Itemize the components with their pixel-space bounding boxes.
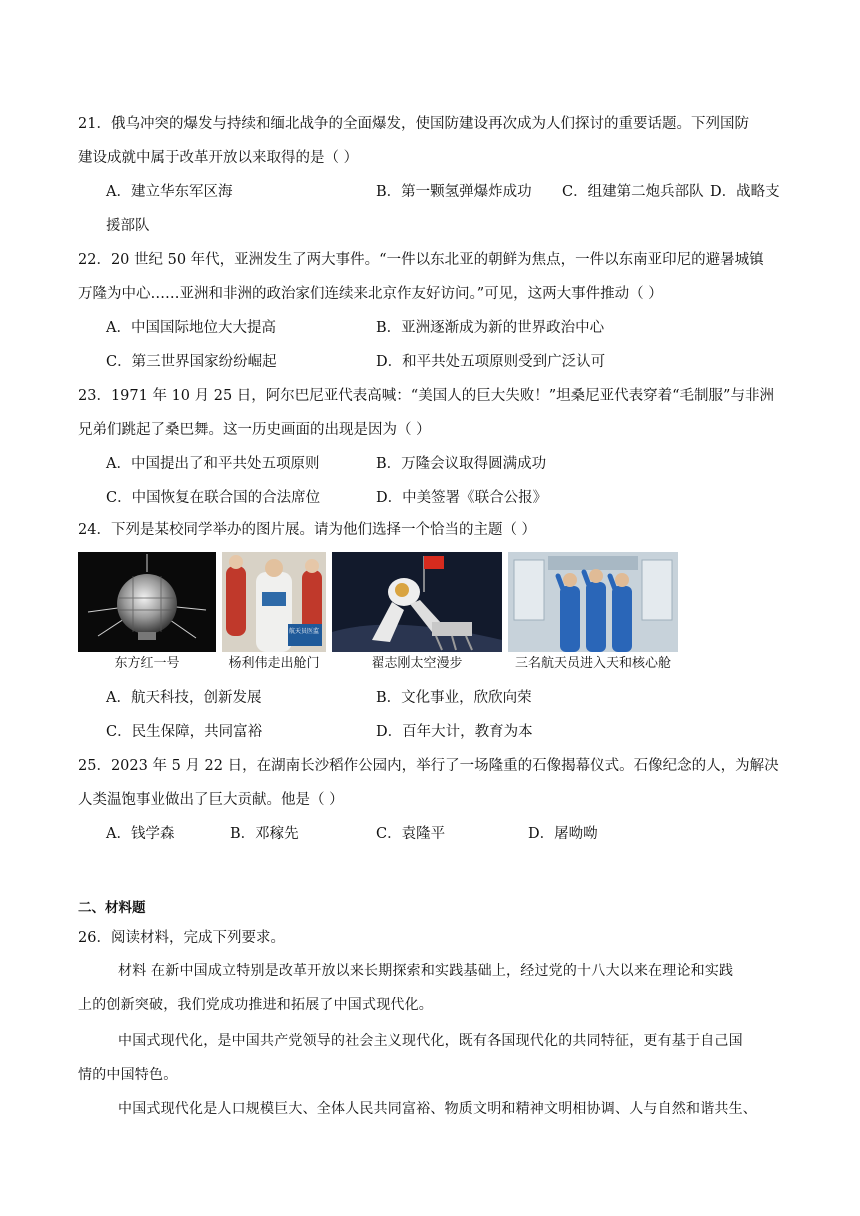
q22-option-d: D．和平共处五项原则受到广泛认可 <box>376 354 606 370</box>
q22-stem-line2: 万隆为中心……亚洲和非洲的政治家们连续来北京作友好访问。”可见，这两大事件推动（ ） <box>78 286 663 302</box>
q22-option-c: C．第三世界国家纷纷崛起 <box>106 354 277 370</box>
q25-stem-line2: 人类温饱事业做出了巨大贡献。他是（ ） <box>78 792 344 808</box>
q24-option-c: C．民生保障，共同富裕 <box>106 724 263 740</box>
q23-stem-line1: 23．1971 年 10 月 25 日，阿尔巴尼亚代表高喊：“美国人的巨大失败！”坦桑尼亚代表穿着“毛制服”与非洲 <box>78 388 774 404</box>
q22-stem-line1: 22．20 世纪 50 年代，亚洲发生了两大事件。“一件以东北亚的朝鲜为焦点，一件以东南亚印尼的避暑城镇 <box>78 252 764 268</box>
q24-option-d: D．百年大计，教育为本 <box>376 724 533 740</box>
q21-option-d-continued: 援部队 <box>106 218 150 234</box>
material-p2-line1: 中国式现代化，是中国共产党领导的社会主义现代化，既有各国现代化的共同特征，更有基于自己国 <box>118 1033 743 1049</box>
q23-option-d: D．中美签署《联合公报》 <box>376 490 548 506</box>
q25-option-c: C．袁隆平 <box>376 826 446 842</box>
q23-stem-line2: 兄弟们跳起了桑巴舞。这一历史画面的出现是因为（ ） <box>78 422 431 438</box>
q21-option-d: D．战略支 <box>710 184 780 200</box>
q22-option-b: B．亚洲逐渐成为新的世界政治中心 <box>376 320 605 336</box>
photo-caption-2: 杨利伟走出舱门 <box>228 656 320 671</box>
material-p1-line1: 材料 在新中国成立特别是改革开放以来长期探索和实践基础上，经过党的十八大以来在理论和实践 <box>118 963 734 979</box>
q21-option-c: C．组建第二炮兵部队 <box>562 184 704 200</box>
q24-option-b: B．文化事业，欣欣向荣 <box>376 690 532 706</box>
q24-option-a: A．航天科技，创新发展 <box>106 690 262 706</box>
q21-stem-line2: 建设成就中属于改革开放以来取得的是（ ） <box>78 150 359 166</box>
q26-stem: 26．阅读材料，完成下列要求。 <box>78 930 285 946</box>
q23-option-b: B．万隆会议取得圆满成功 <box>376 456 547 472</box>
photo-zhai-zhigang-spacewalk <box>332 552 502 670</box>
q23-option-c: C．中国恢复在联合国的合法席位 <box>106 490 321 506</box>
q25-option-a: A．钱学森 <box>106 826 175 842</box>
q25-option-b: B．邓稼先 <box>230 826 299 842</box>
material-p1-line2: 上的创新突破，我们党成功推进和拓展了中国式现代化。 <box>78 997 433 1013</box>
q25-option-d: D．屠呦呦 <box>528 826 598 842</box>
q24-stem-line1: 24．下列是某校同学举办的图片展。请为他们选择一个恰当的主题（ ） <box>78 522 537 538</box>
material-p3-line1: 中国式现代化是人口规模巨大、全体人民共同富裕、物质文明和精神文明相协调、人与自然和谐共生、 <box>118 1101 757 1117</box>
q23-option-a: A．中国提出了和平共处五项原则 <box>106 456 320 472</box>
material-p2-line2: 情的中国特色。 <box>78 1067 178 1083</box>
q21-stem-line1: 21．俄乌冲突的爆发与持续和缅北战争的全面爆发，使国防建设再次成为人们探讨的重要话题。下列国防 <box>78 116 749 132</box>
photo-dongfanghong-satellite <box>78 552 216 670</box>
photo-caption-4: 三名航天员进入天和核心舱 <box>514 656 671 671</box>
q21-option-b: B．第一颗氢弹爆炸成功 <box>376 184 532 200</box>
q22-option-a: A．中国国际地位大大提高 <box>106 320 276 336</box>
photo-yang-liwei <box>222 552 326 670</box>
photo-caption-1: 东方红一号 <box>114 656 180 671</box>
photo-tianhe-core-module <box>508 552 678 670</box>
q21-option-a: A．建立华东军区海 <box>106 184 233 200</box>
photo-caption-3: 翟志刚太空漫步 <box>371 656 463 671</box>
q25-stem-line1: 25．2023 年 5 月 22 日，在湖南长沙稻作公园内，举行了一场隆重的石像揭幕仪式。石像纪念的人，为解决 <box>78 758 779 774</box>
section-heading: 二、材料题 <box>78 900 146 916</box>
sign-text: 航天员医监 <box>289 628 320 635</box>
